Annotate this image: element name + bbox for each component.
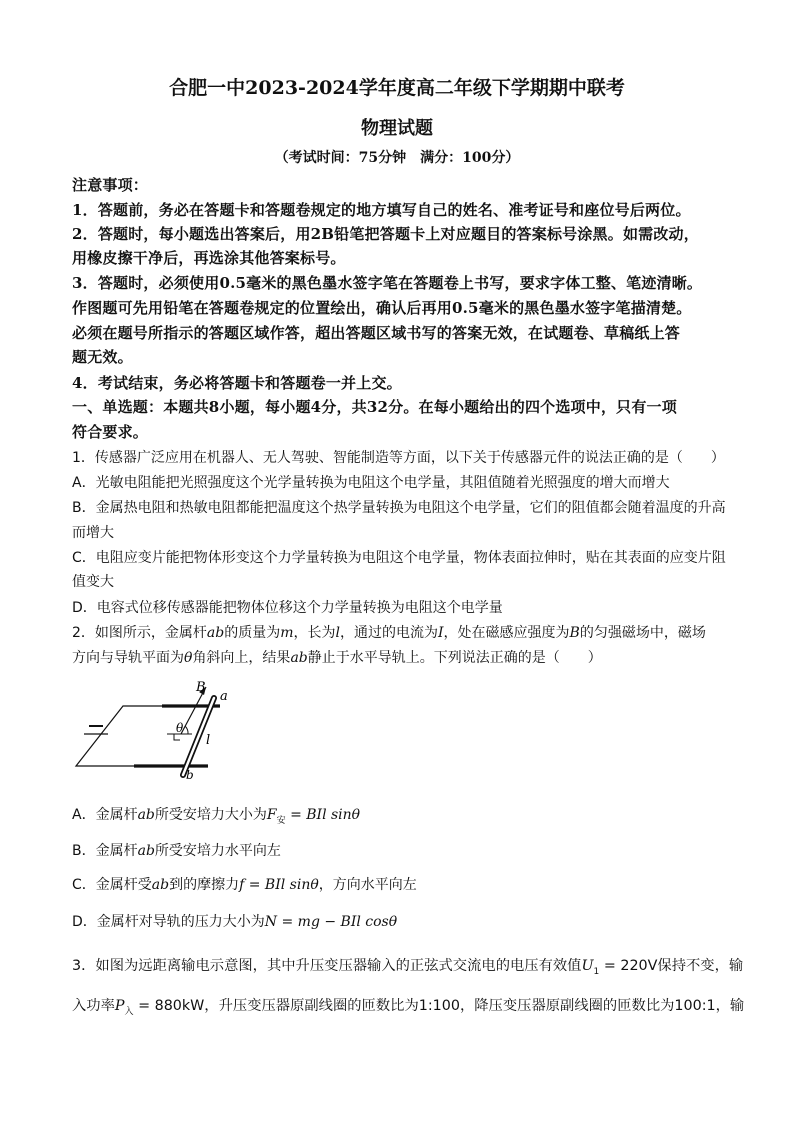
var: ab	[137, 843, 155, 859]
text: 所受安培力水平向左	[154, 843, 281, 859]
var: ab	[206, 625, 225, 641]
text: 3．如图为远距离输电示意图，其中升压变压器输入的正弦式交流电的电压有效值	[72, 958, 582, 974]
text: 方向与导轨平面为	[72, 650, 184, 666]
var-sub: 1	[593, 966, 600, 977]
section-heading: 符合要求。	[72, 423, 149, 441]
q1-option-d: D．电容式位移传感器能把物体位移这个力学量转换为电阻这个电学量	[72, 600, 503, 616]
var: ab	[137, 807, 155, 823]
note-line: 题无效。	[72, 348, 133, 366]
exam-title: 合肥一中2023-2024学年度高二年级下学期期中联考	[169, 77, 625, 99]
section-heading: 一、单选题：本题共8小题，每小题4分，共32分。在每小题给出的四个选项中，只有一项	[72, 398, 677, 416]
var: I	[438, 625, 444, 641]
text: = 220V保持不变，输	[599, 958, 744, 974]
var: m	[280, 625, 294, 641]
var: ab	[151, 877, 170, 893]
q2-option-a	[72, 804, 360, 826]
label-l: l	[206, 733, 211, 748]
notes-heading: 注意事项：	[72, 176, 149, 194]
text: B．金属杆	[72, 843, 138, 859]
note-line: 4．考试结束，务必将答题卡和答题卷一并上交。	[72, 374, 402, 392]
formula-sub: 安	[276, 815, 286, 826]
formula: N = mg − BIl cosθ	[264, 914, 398, 930]
text: 静止于水平导轨上。下列说法正确的是（ ）	[307, 650, 602, 666]
q1-stem: 1．传感器广泛应用在机器人、无人驾驶、智能制造等方面，以下关于传感器元件的说法正确的是（ ）	[72, 450, 725, 466]
formula: F	[266, 807, 277, 823]
text: 所受安培力大小为	[154, 807, 267, 823]
var: U	[581, 958, 594, 974]
q2-option-b	[72, 840, 281, 860]
text: 角斜向上，结果	[192, 650, 291, 666]
q1-option-c-cont: 值变大	[72, 574, 114, 590]
text: ，方向水平向左	[318, 877, 417, 893]
q2-stem-line1	[72, 622, 706, 642]
q1-option-a: A．光敏电阻能把光照强度这个光学量转换为电阻这个电学量，其阻值随着光照强度的增大而增大	[72, 475, 670, 491]
text: = 880kW，升压变压器原副线圈的匝数比为1:100，降压变压器原副线圈的匝数比为100:1，输	[133, 998, 745, 1014]
q3-stem-line1	[72, 955, 743, 977]
note-line: 用橡皮擦干净后，再选涂其他答案标号。	[72, 249, 346, 267]
var-sub: 入	[124, 1006, 134, 1017]
label-B: B	[196, 680, 206, 695]
text: C．金属杆受	[72, 877, 152, 893]
angle-arc	[185, 726, 188, 734]
note-line: 2．答题时，每小题选出答案后，用2B铅笔把答题卡上对应题目的答案标号涂黑。如需改动，	[72, 225, 699, 243]
q2-option-c	[72, 874, 417, 894]
text: 的匀强磁场中，磁场	[579, 625, 706, 641]
q1-option-c: C．电阻应变片能把物体形变这个力学量转换为电阻这个电学量，物体表面拉伸时，贴在其表面的应变片阻	[72, 550, 726, 566]
text: D．金属杆对导轨的压力大小为	[72, 914, 265, 930]
q2-option-d	[72, 911, 397, 931]
label-a: a	[220, 689, 228, 704]
q1-option-b-cont: 而增大	[72, 525, 114, 541]
note-line: 3．答题时，必须使用0.5毫米的黑色墨水签字笔在答题卷上书写，要求字体工整、笔迹清晰。	[72, 274, 703, 292]
formula: = BIl sinθ	[285, 807, 361, 823]
text: 的质量为	[224, 625, 281, 641]
var: ab	[290, 650, 308, 666]
label-theta: θ	[176, 721, 184, 735]
text: 2．如图所示，金属杆	[72, 625, 207, 641]
formula: f = BIl sinθ	[239, 877, 319, 893]
text: ，长为	[293, 625, 336, 641]
q3-stem-line2	[72, 995, 744, 1017]
note-line: 作图题可先用铅笔在答题卷规定的位置绘出，确认后再用0.5毫米的黑色墨水签字笔描清楚。	[72, 299, 692, 317]
text: 入功率	[72, 998, 115, 1014]
subject-title: 物理试题	[361, 118, 433, 139]
text: 到的摩擦力	[169, 877, 240, 893]
var: P	[114, 998, 125, 1014]
exam-info: （考试时间：75分钟 满分：100分）	[274, 150, 520, 166]
var: l	[335, 625, 340, 641]
q2-stem-line2	[72, 647, 602, 667]
note-line: 1．答题前，务必在答题卡和答题卷规定的地方填写自己的姓名、准考证号和座位号后两位。	[72, 201, 691, 219]
label-b: b	[186, 768, 194, 781]
text: ，处在磁感应强度为	[443, 625, 570, 641]
rail-diagram	[70, 676, 240, 781]
var: B	[569, 625, 580, 641]
text: ，通过的电流为	[340, 625, 438, 641]
note-line: 必须在题号所指示的答题区域作答，超出答题区域书写的答案无效，在试题卷、草稿纸上答	[72, 324, 681, 342]
q1-option-b: B．金属热电阻和热敏电阻都能把温度这个热学量转换为电阻这个电学量，它们的阻值都会随着温度的升高	[72, 500, 726, 516]
text: A．金属杆	[72, 807, 138, 823]
var: θ	[184, 650, 193, 666]
